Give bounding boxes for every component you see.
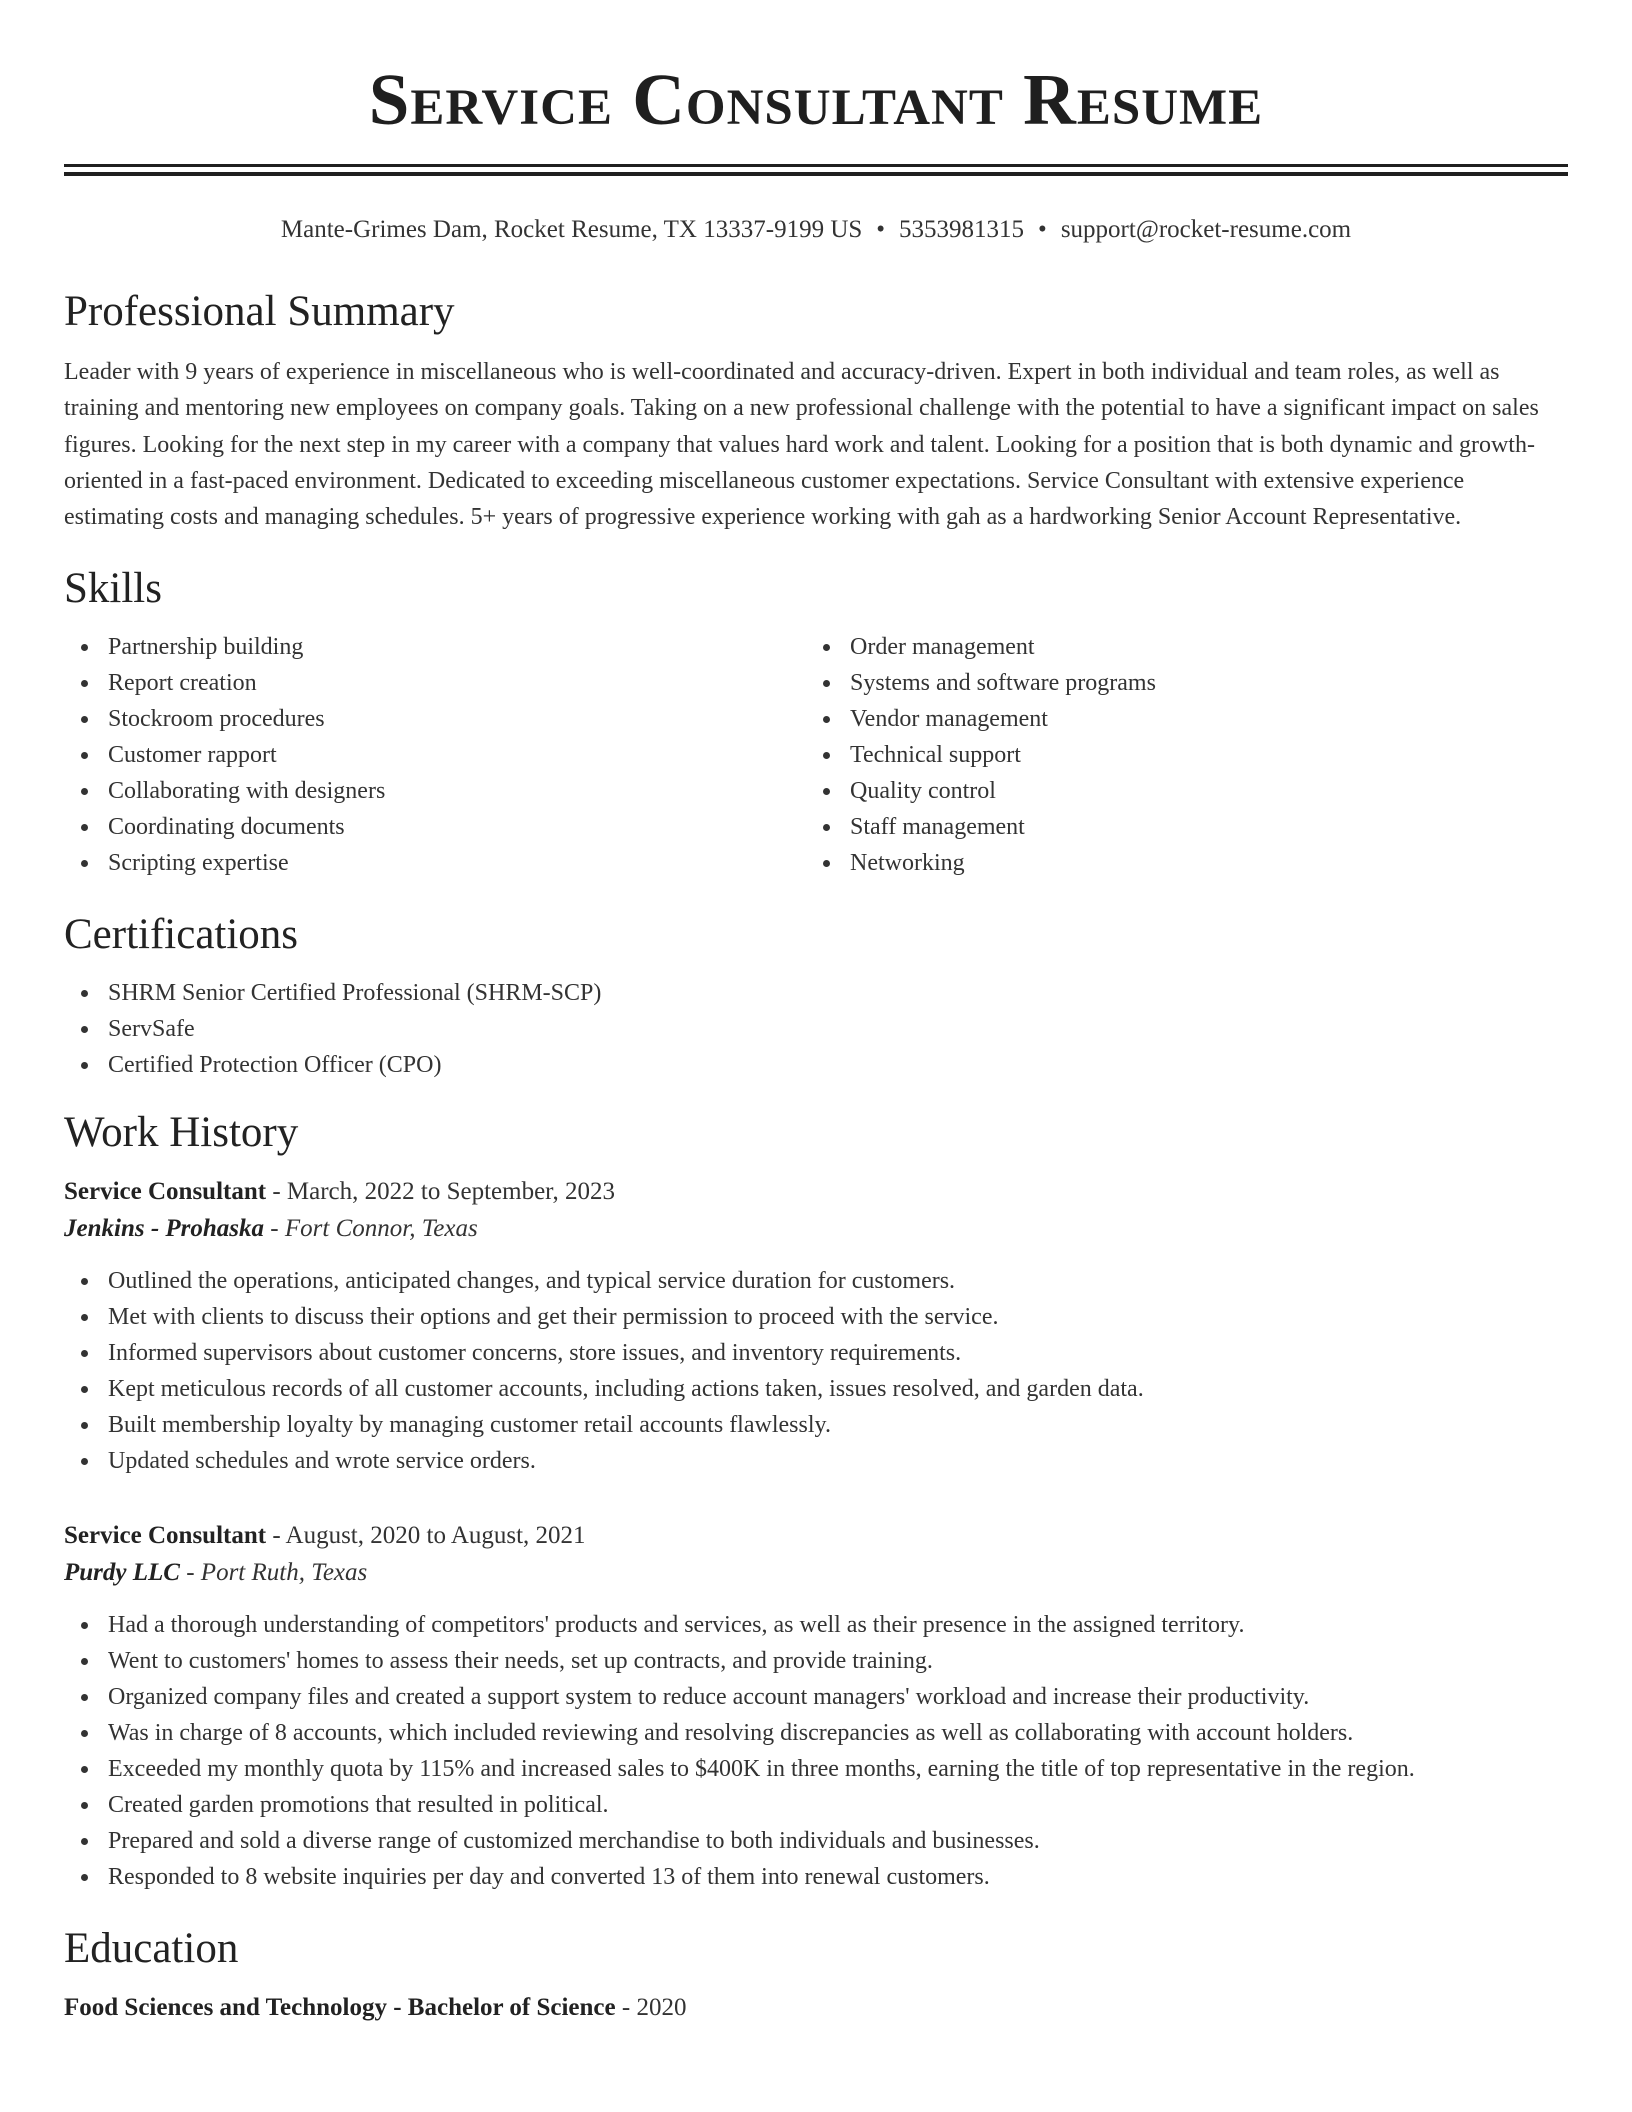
contact-address: Mante-Grimes Dam, Rocket Resume, TX 13337-9199 US	[280, 216, 863, 243]
skill-item: Stockroom procedures	[64, 701, 806, 737]
job-company: Purdy LLC	[64, 1559, 180, 1587]
contact-line	[64, 214, 1568, 246]
skills-left-list	[64, 629, 806, 881]
resume-page	[64, 0, 1568, 2026]
contact-separator: •	[876, 216, 886, 243]
resume-title: Service Consultant Resume	[368, 59, 1264, 140]
job-bullet: Created garden promotions that resulted in political.	[64, 1787, 1568, 1823]
skill-item: Staff management	[806, 809, 1548, 845]
job-bullet: Kept meticulous records of all customer accounts, including actions taken, issues resolved, and garden data.	[64, 1371, 1568, 1407]
summary-text: Leader with 9 years of experience in miscellaneous who is well-coordinated and accuracy-driven. Expert in both individual and team roles, as well as training and mentoring new employees on company goals. Taking on a new professional challenge with the potential to have a significant impact on sales figures. Looking for the next step in my career with a company that values hard work and talent. Looking for a position that is both dynamic and growth-oriented in a fast-paced environment. Dedicated to exceeding miscellaneous customer expectations. Service Consultant with extensive experience estimating costs and managing schedules. 5+ years of progressive experience working with gah as a hardworking Senior Account Representative.	[64, 359, 1539, 531]
summary-section	[64, 286, 1568, 535]
job-bullet: Responded to 8 website inquiries per day and converted 13 of them into renewal customers.	[64, 1859, 1568, 1895]
job-bullet: Was in charge of 8 accounts, which included reviewing and resolving discrepancies as well as collaborating with account holders.	[64, 1715, 1568, 1751]
job-bullet: Had a thorough understanding of competitors' products and services, as well as their presence in the assigned territory.	[64, 1607, 1568, 1643]
job-company: Jenkins - Prohaska	[64, 1215, 265, 1243]
skill-item: Order management	[806, 629, 1548, 665]
job-entry	[64, 1517, 1568, 1895]
summary-heading: Professional Summary	[64, 288, 455, 335]
education-entry	[64, 1989, 1568, 2026]
skill-item: Technical support	[806, 737, 1548, 773]
skills-heading: Skills	[64, 565, 162, 613]
education-heading: Education	[64, 1925, 239, 1973]
job-bullet: Outlined the operations, anticipated changes, and typical service duration for customers.	[64, 1263, 1568, 1299]
skill-item: Coordinating documents	[64, 809, 806, 845]
job-bullets	[64, 1607, 1568, 1895]
skill-item: Systems and software programs	[806, 665, 1548, 701]
skill-item: Scripting expertise	[64, 845, 806, 881]
skill-item: Vendor management	[806, 701, 1548, 737]
skill-item: Partnership building	[64, 629, 806, 665]
job-bullet: Organized company files and created a support system to reduce account managers' workload and increase their productivity.	[64, 1679, 1568, 1715]
job-bullet: Met with clients to discuss their options and get their permission to proceed with the service.	[64, 1299, 1568, 1335]
certifications-heading: Certifications	[64, 911, 299, 959]
job-bullet: Exceeded my monthly quota by 115% and increased sales to $400K in three months, earning the title of top representative in the region.	[64, 1751, 1568, 1787]
contact-phone: 5353981315	[899, 216, 1025, 243]
contact-separator: •	[1038, 216, 1047, 243]
skill-item: Networking	[806, 845, 1548, 881]
title-divider-top	[64, 164, 1568, 167]
job-title-line	[64, 1173, 1568, 1210]
education-degree: Food Sciences and Technology - Bachelor of Science	[64, 1994, 616, 2022]
job-entry	[64, 1173, 1568, 1479]
job-bullet: Updated schedules and wrote service orders.	[64, 1443, 1568, 1479]
certifications-list	[64, 975, 1568, 1083]
job-dates: - August, 2020 to August, 2021	[266, 1522, 586, 1550]
certification-item: SHRM Senior Certified Professional (SHRM-SCP)	[64, 975, 1568, 1011]
job-location: - Fort Connor, Texas	[264, 1215, 478, 1243]
job-location: - Port Ruth, Texas	[179, 1559, 368, 1587]
job-company-line	[64, 1554, 1568, 1591]
certification-item: Certified Protection Officer (CPO)	[64, 1047, 1568, 1083]
job-title: Service Consultant	[64, 1522, 267, 1550]
skills-right-list	[806, 629, 1548, 881]
job-bullet: Prepared and sold a diverse range of customized merchandise to both individuals and businesses.	[64, 1823, 1568, 1859]
work-history-heading: Work History	[64, 1109, 299, 1157]
skills-section	[64, 563, 1568, 881]
skill-item: Collaborating with designers	[64, 773, 806, 809]
certifications-section	[64, 909, 1568, 1083]
job-title-line	[64, 1517, 1568, 1554]
title-divider-bottom	[64, 172, 1568, 176]
education-section	[64, 1923, 1568, 2026]
skill-item: Report creation	[64, 665, 806, 701]
job-bullet: Informed supervisors about customer concerns, store issues, and inventory requirements.	[64, 1335, 1568, 1371]
skill-item: Customer rapport	[64, 737, 806, 773]
skills-grid	[64, 629, 1568, 881]
contact-email: support@rocket-resume.com	[1060, 216, 1352, 243]
job-bullet: Went to customers' homes to assess their needs, set up contracts, and provide training.	[64, 1643, 1568, 1679]
job-dates: - March, 2022 to September, 2023	[266, 1178, 616, 1206]
skill-item: Quality control	[806, 773, 1548, 809]
job-title: Service Consultant	[64, 1178, 267, 1206]
certification-item: ServSafe	[64, 1011, 1568, 1047]
job-company-line	[64, 1210, 1568, 1247]
job-bullet: Built membership loyalty by managing customer retail accounts flawlessly.	[64, 1407, 1568, 1443]
work-history-section	[64, 1107, 1568, 1895]
education-year: - 2020	[615, 1994, 687, 2022]
job-bullets	[64, 1263, 1568, 1479]
